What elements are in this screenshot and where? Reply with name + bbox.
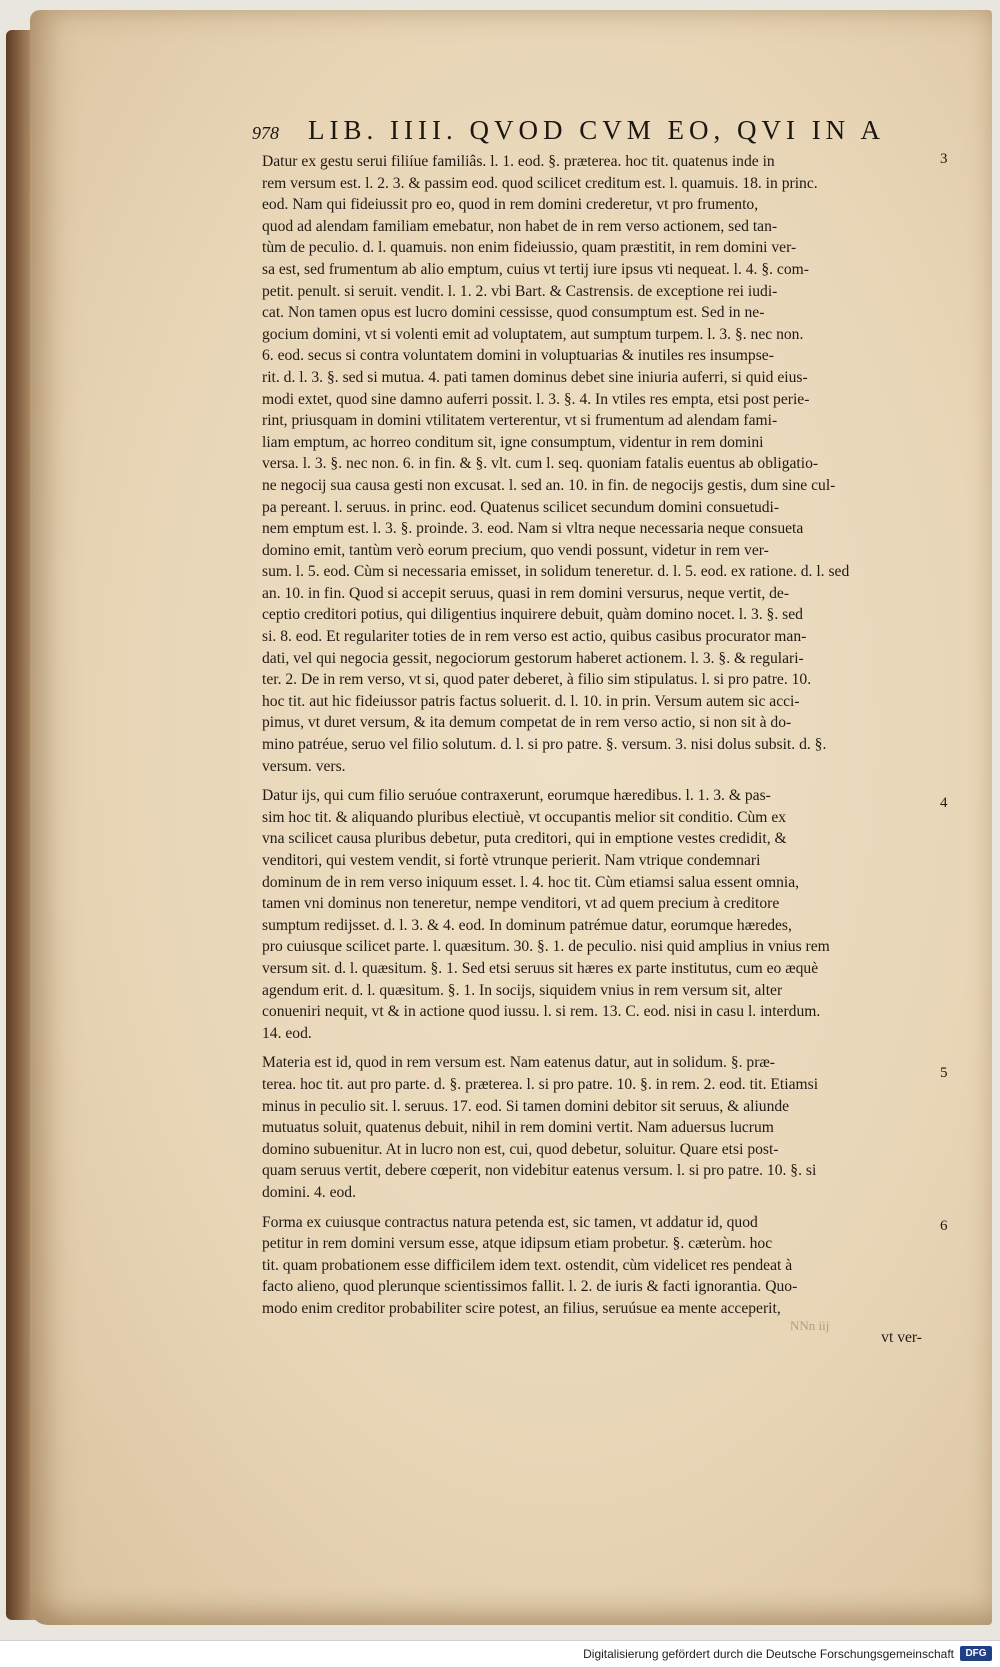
- text-line: pa pereant. l. seruus. in princ. eod. Quatenus scilicet secundum domini consuetudi-: [262, 498, 780, 516]
- text-line: sum. l. 5. eod. Cùm si necessaria emisset, in solidum teneretur. d. l. 5. eod. ex ratione. d. l. sed: [262, 563, 850, 581]
- text-line: si. 8. eod. Et regulariter toties de in rem verso est actio, quibus casibus procurator man-: [262, 628, 807, 646]
- text-line: dominum de in rem verso iniquum esset. l. 4. hoc tit. Cùm etiamsi salua essent omnia,: [262, 873, 800, 891]
- paragraph-6: [262, 1212, 922, 1320]
- text-line: rem versum est. l. 2. 3. & passim eod. quod scilicet creditum est. l. quamuis. 18. in princ.: [262, 174, 818, 192]
- text-line: agendum erit. d. l. quæsitum. §. 1. In socijs, siquidem vnius in rem versum sit, alter: [262, 981, 783, 999]
- footer-bar: [0, 1640, 1000, 1667]
- text-line: vt ver-: [881, 1329, 922, 1347]
- text-line: mino patréue, seruo vel filio solutum. d. l. si pro patre. §. versum. 3. nisi dolus subsit. d. §.: [262, 736, 827, 754]
- paragraph-5: [262, 1052, 922, 1203]
- text-line: versum. vers.: [262, 757, 346, 775]
- text-line: ne negocij sua causa gesti non excusat. l. sed an. 10. in fin. de negocijs gestis, dum sine cul-: [262, 476, 836, 494]
- text-line: modo enim creditor probabiliter scire potest, an filius, seruúsue ea mente acceperit,: [262, 1299, 781, 1317]
- text-line: liam emptum, ac horreo conditum sit, igne consumptum, videntur in rem domini: [262, 433, 764, 451]
- text-line: mutuatus soluit, quatenus debuit, nihil in rem domini vertit. Nam aduersus lucrum: [262, 1119, 774, 1137]
- text-line: sa est, sed frumentum ab alio emptum, cuius vt tertij iure ipsus vti nequeat. l. 4. §. com-: [262, 260, 809, 278]
- text-line: sim hoc tit. & aliquando pluribus electiuè, vt occupantis melior sit conditio. Cùm ex: [262, 808, 787, 826]
- folio-number: 978: [252, 123, 279, 143]
- text-line: rit. d. l. 3. §. sed si mutua. 4. pati tamen dominus debet sine iniuria auferri, si quid eius-: [262, 368, 808, 386]
- text-line: nem emptum est. l. 3. §. proinde. 3. eod. Nam si vltra neque necessaria neque consueta: [262, 520, 804, 538]
- text-line: versa. l. 3. §. nec non. 6. in fin. & §. vlt. cum l. seq. quoniam fatalis euentus ab obligatio-: [262, 455, 819, 473]
- signature-mark: NNn iij: [790, 1318, 830, 1333]
- text-line: Datur ex gestu serui filiíue familiâs. l. 1. eod. §. præterea. hoc tit. quatenus inde in: [262, 153, 775, 170]
- text-line: conueniri nequit, vt & in actione quod iussu. l. si rem. 13. C. eod. nisi in casu l. interdum.: [262, 1003, 821, 1021]
- text-line: gocium domini, vt si volenti emit ad voluptatem, aut sumptum turpem. l. 3. §. nec non.: [262, 325, 804, 343]
- dfg-logo-icon[interactable]: DFG: [960, 1646, 992, 1661]
- margin-number: 6: [940, 1218, 948, 1234]
- text-line: 6. eod. secus si contra voluntatem domini in voluptuarias & inutiles res insumpse-: [262, 347, 774, 365]
- text-line: vna scilicet causa pluribus debetur, puta creditori, qui in emptione vestes credidit, &: [262, 830, 787, 848]
- text-line: facto alieno, quod plerunque scientissimos fallit. l. 2. de iuris & facti ignorantia. Quo-: [262, 1278, 798, 1296]
- text-line: quod ad alendam familiam emebatur, non habet de in rem verso actionem, sed tan-: [262, 217, 778, 235]
- paragraph-4: [262, 785, 922, 1044]
- text-line: domino emit, tantùm verò eorum precium, quo vendi possunt, videtur in rem ver-: [262, 541, 769, 559]
- text-line: ceptio creditori potius, qui diligentius inquirere debuit, quàm domino nocet. l. 3. §. sed: [262, 606, 803, 624]
- running-title: LIB. IIII. QVOD CVM EO, QVI IN A: [308, 115, 885, 145]
- margin-number: 5: [940, 1065, 948, 1081]
- body-text: [262, 151, 922, 1357]
- text-line: Forma ex cuiusque contractus natura petenda est, sic tamen, vt addatur id, quod: [262, 1213, 758, 1231]
- text-line: versum sit. d. l. quæsitum. §. 1. Sed etsi seruus sit hæres ex parte institutus, cum eo æquè: [262, 959, 819, 977]
- text-line: 14. eod.: [262, 1024, 312, 1042]
- page-header: [252, 115, 902, 151]
- text-line: terea. hoc tit. aut pro parte. d. §. præterea. l. si pro patre. 10. §. in rem. 2. eod. tit. Etiamsi: [262, 1075, 819, 1093]
- text-line: pimus, vt duret versum, & ita demum competat de in rem verso actio, si non sit à do-: [262, 714, 792, 732]
- margin-number: 4: [940, 795, 948, 811]
- text-line: petitur in rem domini versum esse, atque idipsum etiam probetur. §. cæterùm. hoc: [262, 1235, 773, 1253]
- funding-notice: Digitalisierung gefördert durch die Deutsche Forschungsgemeinschaft: [583, 1647, 954, 1661]
- text-line: sumptum redijsset. d. l. 3. & 4. eod. In dominum patrémue datur, eorumque hæredes,: [262, 916, 792, 934]
- margin-number: 3: [940, 151, 948, 167]
- text-line: tamen vni dominus non teneretur, nempe venditori, vt ad quem precium à creditore: [262, 895, 780, 913]
- text-line: dati, vel qui negocia gessit, negociorum gestorum haberet actionem. l. 3. §. & regulari-: [262, 649, 804, 667]
- text-line: pro cuiusque scilicet parte. l. quæsitum. 30. §. 1. de peculio. nisi quid amplius in vnius rem: [262, 938, 830, 956]
- text-line: tùm de peculio. d. l. quamuis. non enim fideiussio, quam præstitit, in rem domini ver-: [262, 239, 797, 257]
- text-line: ter. 2. De in rem verso, vt si, quod pater deberet, à filio sim stipulatus. l. si pro patre. 10.: [262, 671, 812, 689]
- text-line: petit. penult. si seruit. vendit. l. 1. 2. vbi Bart. & Castrensis. de exceptione rei iudi-: [262, 282, 778, 300]
- text-line: rint, priusquam in domini vtilitatem verterentur, vt si frumentum ad alendam fami-: [262, 412, 778, 430]
- text-line: an. 10. in fin. Quod si accepit seruus, quasi in rem domini versurus, neque vertit, de-: [262, 584, 790, 602]
- text-line: Datur ijs, qui cum filio seruóue contraxerunt, eorumque hæredibus. l. 1. 3. & pas-: [262, 787, 771, 805]
- text-line: cat. Non tamen opus est lucro domini cessisse, quod consumptum est. Sed in ne-: [262, 304, 765, 322]
- text-line: venditori, qui vestem vendit, si fortè vtrunque perierit. Nam vtrique condemnari: [262, 852, 761, 869]
- text-line: eod. Nam qui fideiussit pro eo, quod in rem domini crederetur, vt pro frumento,: [262, 196, 759, 214]
- paragraph-3: [262, 151, 922, 777]
- text-line: domini. 4. eod.: [262, 1183, 356, 1201]
- text-line: hoc tit. aut hic fideiussor patris factus soluerit. d. l. 10. in prin. Versum autem sic acci-: [262, 692, 800, 710]
- text-line: minus in peculio sit. l. seruus. 17. eod. Si tamen domini debitor sit seruus, & aliunde: [262, 1097, 790, 1115]
- text-line: Materia est id, quod in rem versum est. Nam eatenus datur, aut in solidum. §. præ-: [262, 1054, 775, 1072]
- text-line: tit. quam probationem esse difficilem idem text. ostendit, cùm videlicet res pendeat à: [262, 1256, 793, 1274]
- text-line: modi extet, quod sine damno auferri possit. l. 3. §. 4. In vtiles res empta, etsi post perie-: [262, 390, 810, 408]
- text-line: quam seruus vertit, debere cœperit, non videbitur eatenus versum. l. si pro patre. 10. §. si: [262, 1162, 817, 1180]
- text-line: domino subuenitur. At in lucro non est, cui, quod debetur, soluitur. Quare etsi post-: [262, 1140, 779, 1158]
